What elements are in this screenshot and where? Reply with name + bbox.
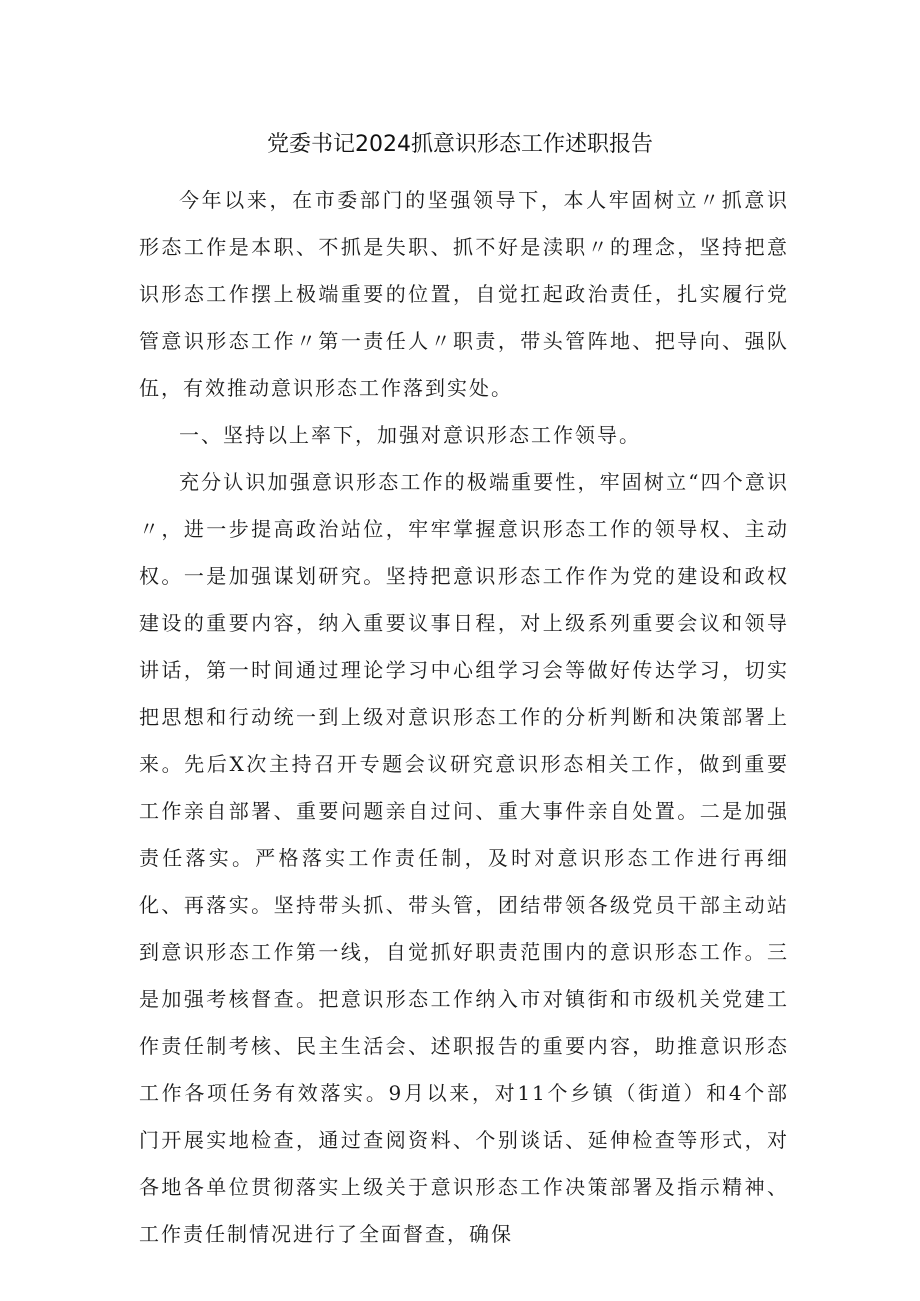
intro-paragraph: 今年以来，在市委部门的坚强领导下，本人牢固树立〃抓意识形态工作是本职、不抓是失职、抓不好是渎职〃的理念，坚持把意识形态工作摆上极端重要的位置，自觉扛起政治责任，扎实履行党管意识形态工作〃第一责任人〃职责，带头管阵地、把导向、强队伍，有效推动意识形态工作落到实处。 — [139, 188, 789, 400]
section-paragraph: 充分认识加强意识形态工作的极端重要性，牢固树立“四个意识〃，进一步提高政治站位，牢牢掌握意识形态工作的领导权、主动权。一是加强谋划研究。坚持把意识形态工作作为党的建设和政权建设的重要内容，纳入重要议事日程，对上级系列重要会议和领导讲话，第一时间通过理论学习中心组学习会等做好传达学习，切实把思想和行动统一到上级对意识形态工作的分析判断和决策部署上来。先后X次主持召开专题会议研究意识形态相关工作，做到重要工作亲自部署、重要问题亲自过问、重大事件亲自处置。二是加强责任落实。严格落实工作责任制，及时对意识形态工作进行再细化、再落实。坚持带头抓、带头管，团结带领各级党员干部主动站到意识形态工作第一线，自觉抓好职责范围内的意识形态工作。三是加强考核督查。把意识形态工作纳入市对镇街和市级机关党建工作责任制考核、民主生活会、述职报告的重要内容，助推意识形态工作各项任务有效落实。9月以来，对11个乡镇（街道）和4个部门开展实地检查，通过查阅资料、个别谈话、延伸检查等形式，对各地各单位贯彻落实上级关于意识形态工作决策部署及指示精神、工作责任制情况进行了全面督查，确保 — [139, 470, 789, 1246]
document-title: 党委书记2024抓意识形态工作述职报告 — [267, 132, 653, 157]
section-heading: 一、坚持以上率下，加强对意识形态工作领导。 — [179, 423, 641, 447]
document-body — [139, 177, 789, 1258]
